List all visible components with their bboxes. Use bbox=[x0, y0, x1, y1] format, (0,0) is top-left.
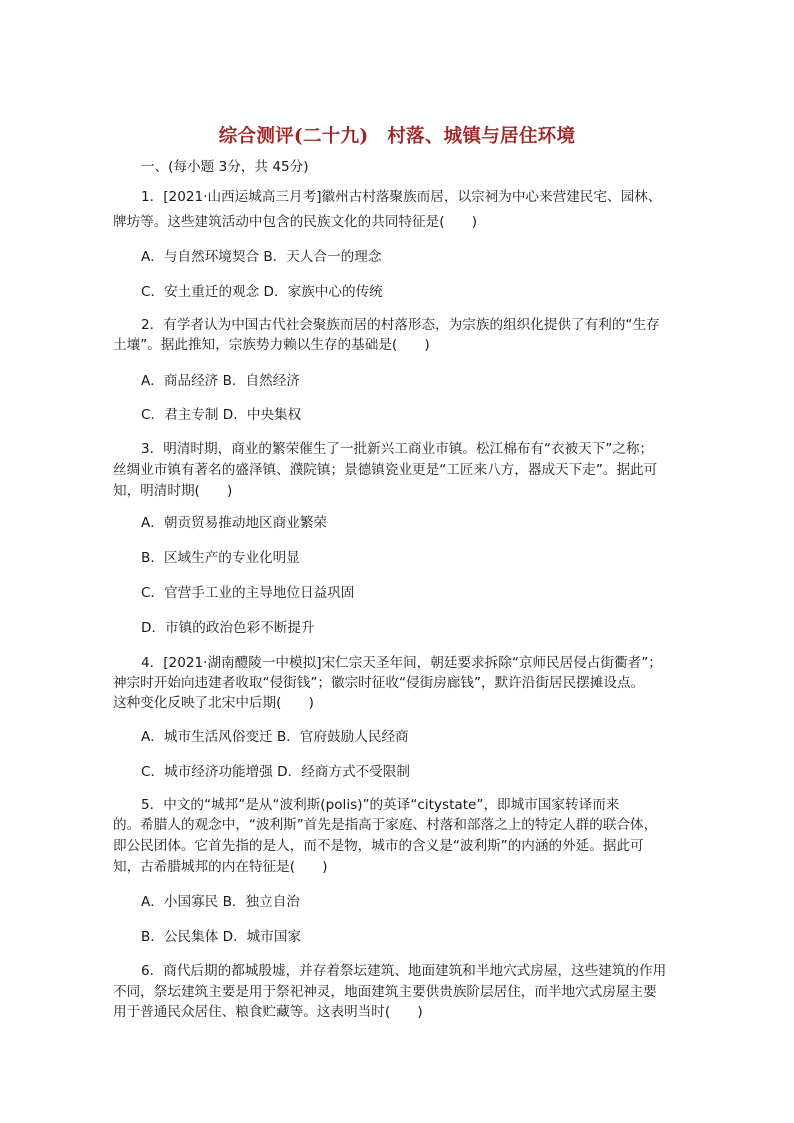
question-1-line-1: 1．[2021·山西运城高三月考]徽州古村落聚族而居，以宗祠为中心来营建民宅、园林、 bbox=[141, 189, 662, 205]
question-5-option-row-2: B．公民集体 D．城市国家 bbox=[141, 929, 302, 945]
question-4-option-row-2: C．城市经济功能增强 D．经商方式不受限制 bbox=[141, 764, 410, 780]
question-6-line-3: 用于普通民众居住、粮食贮藏等。这表明当时( ) bbox=[113, 1004, 423, 1020]
page-title: 综合测评(二十九) 村落、城镇与居住环境 bbox=[218, 126, 576, 147]
question-6-line-2: 不同，祭坛建筑主要是用于祭祀神灵，地面建筑主要供贵族阶层居住，而半地穴式房屋主要 bbox=[113, 984, 657, 1000]
question-5-line-2: 的。希腊人的观念中，“波利斯”首先是指高于家庭、村落和部落之上的特定人群的联合体， bbox=[113, 817, 658, 833]
question-5-line-1: 5．中文的“城邦”是从“波利斯(polis)”的英译“citystate”，即城市国家转译而来 bbox=[141, 797, 620, 813]
question-5-line-3: 即公民团体。它首先指的是人，而不是物，城市的含义是“波利斯”的内涵的外延。据此可 bbox=[113, 838, 644, 854]
question-2-option-row-2: C．君主专制 D．中央集权 bbox=[141, 407, 302, 423]
question-3-line-3: 知，明清时期( ) bbox=[113, 483, 233, 499]
question-3-option-d: D．市镇的政治色彩不断提升 bbox=[141, 620, 315, 636]
section-heading: 一、(每小题 3分，共 45分) bbox=[141, 159, 309, 175]
question-3-option-b: B．区域生产的专业化明显 bbox=[141, 550, 300, 566]
question-4-line-1: 4．[2021·湖南醴陵一中模拟]宋仁宗天圣年间，朝廷要求拆除“京师民居侵占街衢者”； bbox=[141, 655, 662, 671]
question-2-option-row-1: A．商品经济 B．自然经济 bbox=[141, 373, 300, 389]
question-3-option-a: A．朝贡贸易推动地区商业繁荣 bbox=[141, 515, 328, 531]
question-5-option-row-1: A．小国寡民 B．独立自治 bbox=[141, 894, 300, 910]
question-3-line-2: 丝绸业市镇有著名的盛泽镇、濮院镇；景德镇瓷业更是“工匠来八方，器成天下走”。据此可 bbox=[113, 462, 658, 478]
question-2-line-2: 土壤”。据此推知，宗族势力赖以生存的基础是( ) bbox=[113, 337, 430, 353]
question-1-option-row-2: C．安土重迁的观念 D．家族中心的传统 bbox=[141, 284, 383, 300]
question-6-line-1: 6．商代后期的都城殷墟，并存着祭坛建筑、地面建筑和半地穴式房屋，这些建筑的作用 bbox=[141, 963, 667, 979]
question-4-option-row-1: A．城市生活风俗变迁 B．官府鼓励人民经商 bbox=[141, 729, 409, 745]
question-4-line-3: 这种变化反映了北宋中后期( ) bbox=[113, 695, 314, 711]
question-1-option-row-1: A．与自然环境契合 B．天人合一的理念 bbox=[141, 249, 382, 265]
question-4-line-2: 神宗时开始向违建者收取“侵街钱”；徽宗时征收“侵街房廊钱”，默许沿街居民摆摊设点。 bbox=[113, 675, 645, 691]
question-3-option-c: C．官营手工业的主导地位日益巩固 bbox=[141, 585, 355, 601]
question-1-line-2: 牌坊等。这些建筑活动中包含的民族文化的共同特征是( ) bbox=[113, 214, 478, 230]
question-5-line-4: 知，古希腊城邦的内在特征是( ) bbox=[113, 859, 328, 875]
question-3-line-1: 3．明清时期，商业的繁荣催生了一批新兴工商业市镇。松江棉布有“衣被天下”之称； bbox=[141, 441, 654, 457]
question-2-line-1: 2．有学者认为中国古代社会聚族而居的村落形态，为宗族的组织化提供了有利的“生存 bbox=[141, 317, 660, 333]
